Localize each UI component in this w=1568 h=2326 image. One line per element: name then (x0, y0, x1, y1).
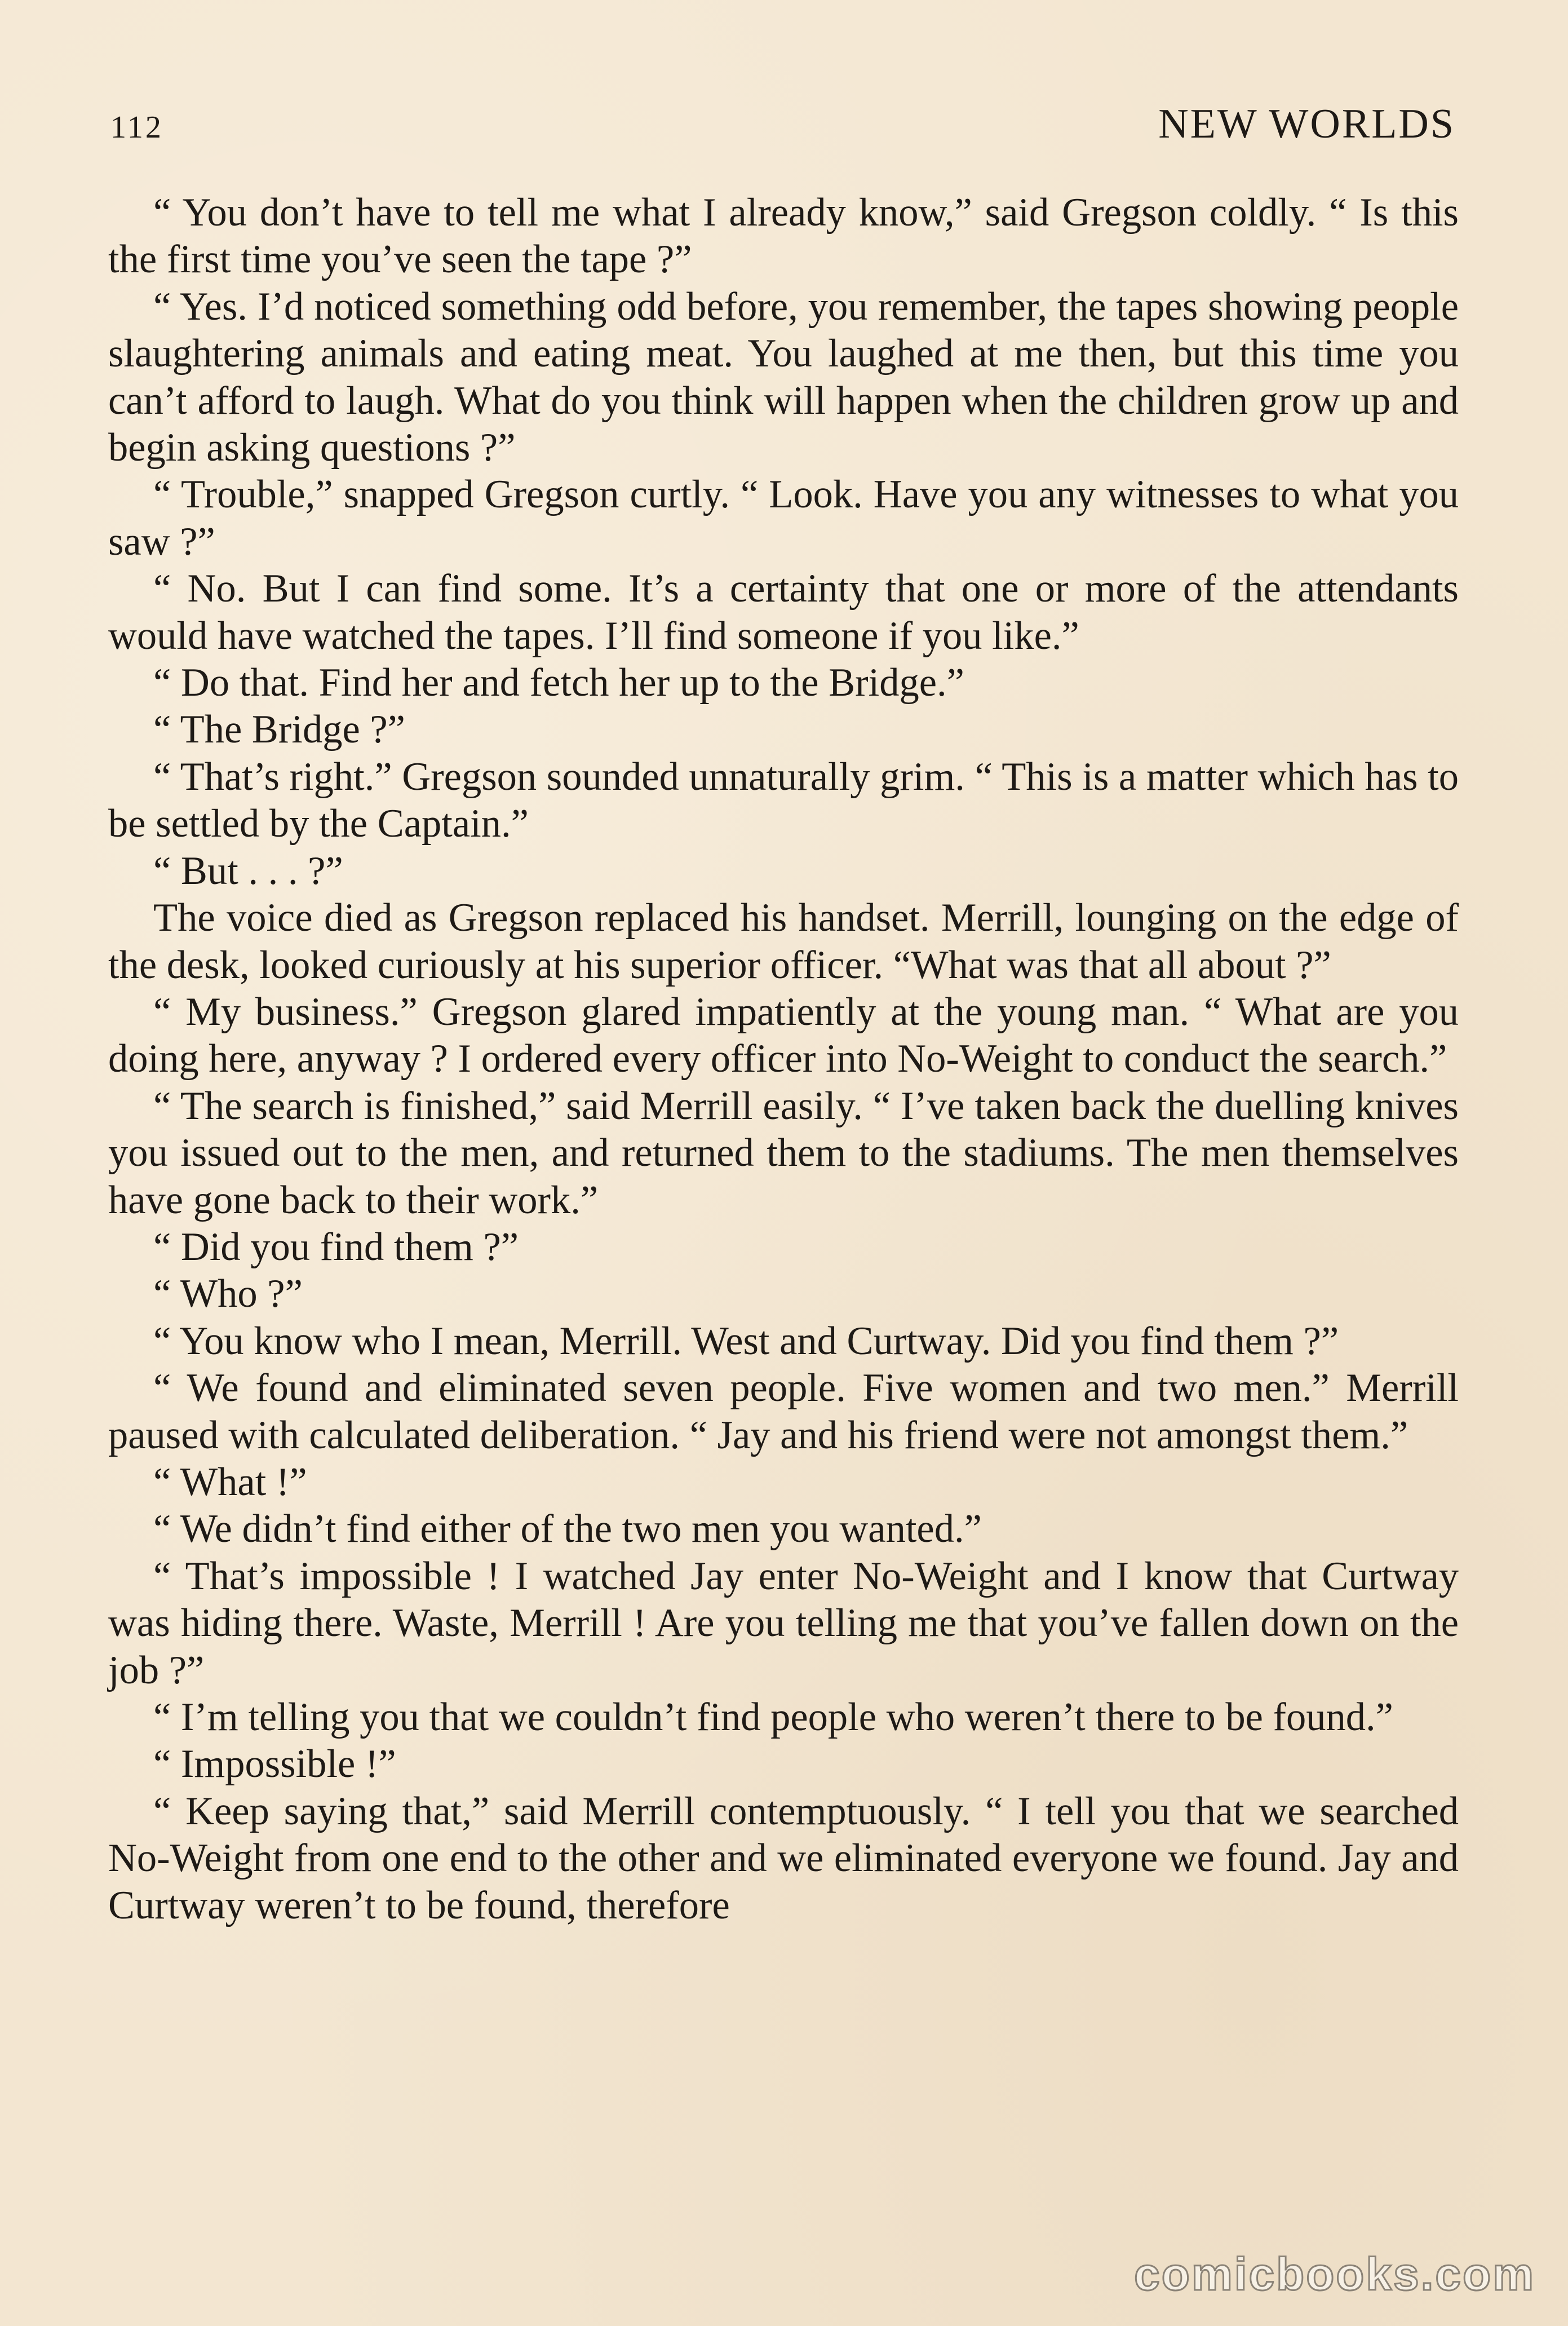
paragraph: “ We found and eliminated seven people. Five women and two men.” Merrill paused with calculated deliberation. “ Jay and his friend were not amongst them.” (108, 1366, 1459, 1457)
watermark: comicbooks.com (1134, 2249, 1535, 2300)
paragraph: “ Do that. Find her and fetch her up to the Bridge.” (153, 661, 964, 705)
paragraph: “ You know who I mean, Merrill. West and Curtway. Did you find them ?” (153, 1319, 1339, 1363)
paragraph: “ That’s impossible ! I watched Jay enter No-Weight and I know that Curtway was hiding there. Waste, Merrill ! Are you telling me that you’ve fallen down on the job ?” (108, 1554, 1459, 1692)
paragraph: “ Trouble,” snapped Gregson curtly. “ Look. Have you any witnesses to what you saw ?” (108, 472, 1459, 564)
paragraph: “ The search is finished,” said Merrill easily. “ I’ve taken back the duelling knives you issued out to the men, and returned them to the stadiums. The men themselves have gone back to their work.” (108, 1084, 1459, 1222)
paragraph: “ I’m telling you that we couldn’t find people who weren’t there to be found.” (153, 1695, 1393, 1739)
paragraph: “ We didn’t find either of the two men you wanted.” (153, 1507, 982, 1551)
paragraph: “ Keep saying that,” said Merrill contemptuously. “ I tell you that we searched No-Weight from one end to the other and we eliminated everyone we found. Jay and Curtway weren’t to be found, therefore (108, 1789, 1459, 1927)
paragraph: “ No. But I can find some. It’s a certainty that one or more of the attendants would have watched the tapes. I’ll find someone if you like.” (108, 567, 1459, 658)
page-number: 112 (110, 110, 163, 145)
paragraph: “ That’s right.” Gregson sounded unnaturally grim. “ This is a matter which has to be settled by the Captain.” (108, 754, 1459, 846)
paragraph: “ Did you find them ?” (153, 1224, 519, 1269)
paragraph: “ Impossible !” (153, 1742, 396, 1786)
paragraph: “ Yes. I’d noticed something odd before, you remember, the tapes showing people slaughtering animals and eating meat. You laughed at me then, but this time you can’t afford to laugh. What do you think will happen when the children grow up and begin asking questions ?” (108, 284, 1459, 470)
paragraph: “ What !” (153, 1460, 307, 1504)
paragraph: “ My business.” Gregson glared impatiently at the young man. “ What are you doing here, anyway ? I ordered every officer into No-Weight to conduct the search.” (108, 989, 1459, 1081)
paragraph: “ The Bridge ?” (153, 707, 405, 752)
running-head: NEW WORLDS (1158, 101, 1455, 147)
paragraph: The voice died as Gregson replaced his handset. Merrill, lounging on the edge of the desk, looked curiously at his superior officer. “What was that all about ?” (108, 896, 1459, 987)
body-text (108, 189, 1459, 1929)
paragraph: “ Who ?” (153, 1272, 303, 1316)
page-header (110, 100, 1455, 151)
paragraph: “ You don’t have to tell me what I already know,” said Gregson coldly. “ Is this the first time you’ve seen the tape ?” (108, 191, 1459, 282)
paragraph: “ But . . . ?” (153, 848, 343, 893)
